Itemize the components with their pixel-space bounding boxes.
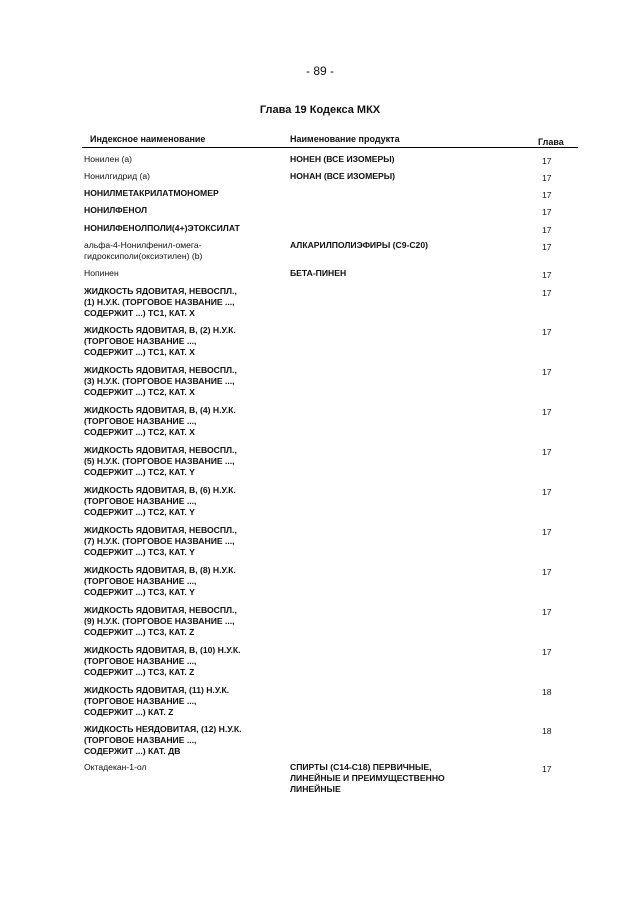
- index-name-cell: НОНИЛФЕНОЛПОЛИ(4+)ЭТОКСИЛАТ: [84, 223, 240, 233]
- index-name-cell: Нонилгидрид (a): [84, 171, 150, 181]
- index-name-cell: ЖИДКОСТЬ НЕЯДОВИТАЯ, (12) Н.У.К. (ТОРГОВОЕ НАЗВАНИЕ ..., СОДЕРЖИТ ...) КАТ. ДВ: [84, 724, 242, 756]
- column-header-product-name: Наименование продукта: [290, 134, 400, 144]
- chapter-cell: 17: [542, 607, 552, 617]
- product-name-cell: НОНАН (ВСЕ ИЗОМЕРЫ): [290, 171, 395, 181]
- table-header: [82, 134, 578, 148]
- index-name-cell: альфа-4-Нонилфенил-омега- гидроксиполи(оксиэтилен) (b): [84, 240, 203, 261]
- chapter-cell: 17: [542, 327, 552, 337]
- chapter-cell: 17: [542, 447, 552, 457]
- index-name-cell: ЖИДКОСТЬ ЯДОВИТАЯ, В, (4) Н.У.К. (ТОРГОВОЕ НАЗВАНИЕ ..., СОДЕРЖИТ ...) ТС2, КАТ. X: [84, 405, 236, 437]
- index-name-cell: ЖИДКОСТЬ ЯДОВИТАЯ, В, (6) Н.У.К. (ТОРГОВОЕ НАЗВАНИЕ ..., СОДЕРЖИТ ...) ТС2, КАТ. Y: [84, 485, 236, 517]
- column-header-index-name: Индексное наименование: [90, 134, 206, 144]
- index-name-cell: ЖИДКОСТЬ ЯДОВИТАЯ, НЕВОСПЛ., (9) Н.У.К. (ТОРГОВОЕ НАЗВАНИЕ ..., СОДЕРЖИТ ...) ТС3, КАТ. Z: [84, 605, 237, 637]
- index-name-cell: ЖИДКОСТЬ ЯДОВИТАЯ, В, (8) Н.У.К. (ТОРГОВОЕ НАЗВАНИЕ ..., СОДЕРЖИТ ...) ТС3, КАТ. Y: [84, 565, 236, 597]
- column-header-chapter: Глава: [538, 137, 564, 147]
- product-name-cell: СПИРТЫ (С14-С18) ПЕРВИЧНЫЕ, ЛИНЕЙНЫЕ И ПРЕИМУЩЕСТВЕННО ЛИНЕЙНЫЕ: [290, 762, 445, 794]
- chapter-cell: 17: [542, 207, 552, 217]
- index-name-cell: ЖИДКОСТЬ ЯДОВИТАЯ, НЕВОСПЛ., (5) Н.У.К. (ТОРГОВОЕ НАЗВАНИЕ ..., СОДЕРЖИТ ...) ТС2, КАТ. Y: [84, 445, 237, 477]
- chemicals-table: [82, 134, 578, 794]
- index-name-cell: Октадекан-1-ол: [84, 762, 147, 772]
- index-name-cell: Нонилен (a): [84, 154, 132, 164]
- index-name-cell: ЖИДКОСТЬ ЯДОВИТАЯ, (11) Н.У.К. (ТОРГОВОЕ НАЗВАНИЕ ..., СОДЕРЖИТ ...) КАТ. Z: [84, 685, 230, 717]
- chapter-cell: 17: [542, 367, 552, 377]
- chapter-cell: 17: [542, 527, 552, 537]
- chapter-cell: 17: [542, 173, 552, 183]
- chapter-cell: 17: [542, 764, 552, 774]
- chapter-cell: 17: [542, 270, 552, 280]
- index-name-cell: ЖИДКОСТЬ ЯДОВИТАЯ, НЕВОСПЛ., (1) Н.У.К. (ТОРГОВОЕ НАЗВАНИЕ ..., СОДЕРЖИТ ...) ТС1, КАТ. X: [84, 286, 237, 318]
- index-name-cell: ЖИДКОСТЬ ЯДОВИТАЯ, НЕВОСПЛ., (3) Н.У.К. (ТОРГОВОЕ НАЗВАНИЕ ..., СОДЕРЖИТ ...) ТС2, КАТ. X: [84, 365, 237, 397]
- product-name-cell: АЛКАРИЛПОЛИЭФИРЫ (С9-С20): [290, 240, 428, 250]
- index-name-cell: ЖИДКОСТЬ ЯДОВИТАЯ, НЕВОСПЛ., (7) Н.У.К. (ТОРГОВОЕ НАЗВАНИЕ ..., СОДЕРЖИТ ...) ТС3, КАТ. Y: [84, 525, 237, 557]
- chapter-cell: 17: [542, 190, 552, 200]
- product-name-cell: БЕТА-ПИНЕН: [290, 268, 347, 278]
- index-name-cell: ЖИДКОСТЬ ЯДОВИТАЯ, В, (10) Н.У.К. (ТОРГОВОЕ НАЗВАНИЕ ..., СОДЕРЖИТ ...) ТС3, КАТ. Z: [84, 645, 241, 677]
- index-name-cell: ЖИДКОСТЬ ЯДОВИТАЯ, В, (2) Н.У.К. (ТОРГОВОЕ НАЗВАНИЕ ..., СОДЕРЖИТ ...) ТС1, КАТ. X: [84, 325, 236, 357]
- chapter-cell: 17: [542, 567, 552, 577]
- index-name-cell: Нопинен: [84, 268, 119, 278]
- chapter-cell: 18: [542, 726, 552, 736]
- index-name-cell: НОНИЛФЕНОЛ: [84, 205, 148, 215]
- product-name-cell: НОНЕН (ВСЕ ИЗОМЕРЫ): [290, 154, 395, 164]
- chapter-cell: 17: [542, 156, 552, 166]
- page-number: - 89 -: [305, 64, 334, 78]
- chapter-cell: 17: [542, 487, 552, 497]
- chapter-cell: 17: [542, 288, 552, 298]
- chapter-cell: 17: [542, 407, 552, 417]
- chapter-cell: 17: [542, 647, 552, 657]
- chapter-cell: 17: [542, 225, 552, 235]
- document-title: Глава 19 Кодекса МКХ: [259, 104, 381, 116]
- chapter-cell: 17: [542, 242, 552, 252]
- chapter-cell: 18: [542, 687, 552, 697]
- index-name-cell: НОНИЛМЕТАКРИЛАТМОНОМЕР: [84, 188, 219, 198]
